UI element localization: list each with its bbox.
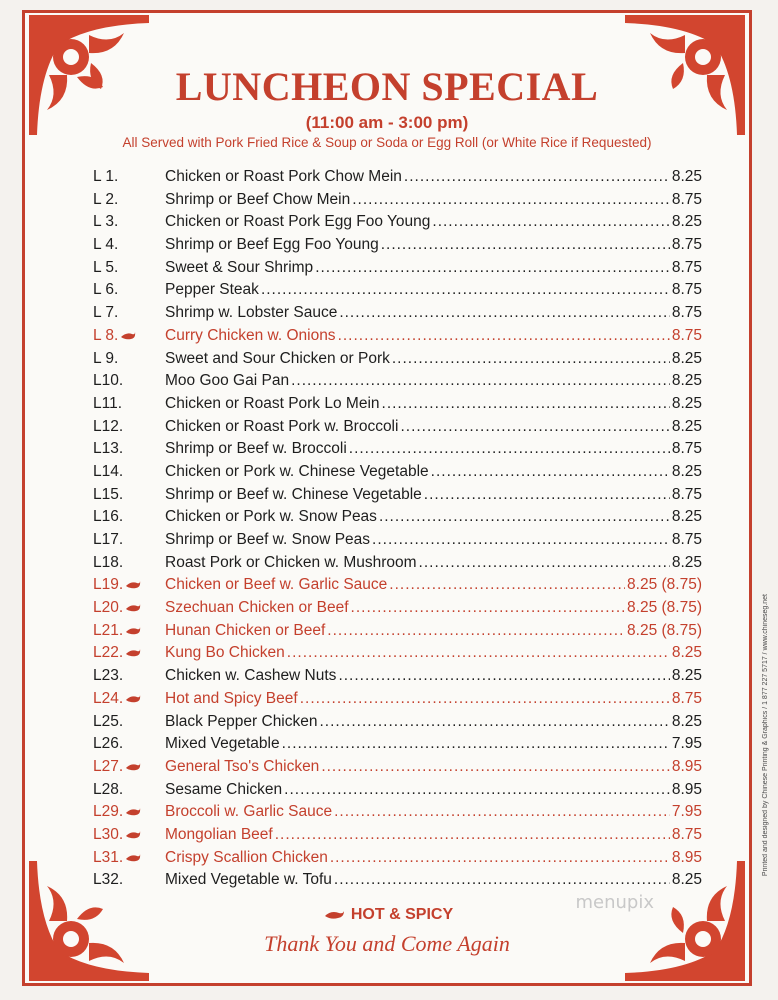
menu-page bbox=[22, 10, 752, 986]
menu-item bbox=[87, 713, 702, 736]
menu-item bbox=[87, 781, 702, 804]
menu-item bbox=[87, 735, 702, 758]
item-code bbox=[87, 327, 165, 345]
item-code bbox=[87, 350, 165, 368]
item-code bbox=[87, 781, 165, 799]
item-name: Black Pepper Chicken bbox=[165, 712, 318, 730]
item-code bbox=[87, 395, 165, 413]
menu-item bbox=[87, 213, 702, 236]
item-name: Chicken or Pork w. Chinese Vegetable bbox=[165, 462, 429, 480]
item-code bbox=[87, 508, 165, 526]
item-code bbox=[87, 191, 165, 209]
dot-leader bbox=[382, 395, 670, 413]
item-name: Pepper Steak bbox=[165, 281, 259, 299]
item-name: Moo Goo Gai Pan bbox=[165, 372, 290, 390]
menu-list bbox=[87, 168, 702, 894]
item-price: 8.75 bbox=[671, 326, 702, 344]
item-code bbox=[87, 463, 165, 481]
item-price: 8.25 (8.75) bbox=[627, 599, 702, 617]
item-price: 8.95 bbox=[671, 780, 702, 798]
item-code-text: L25. bbox=[93, 712, 124, 730]
dot-leader bbox=[320, 713, 670, 731]
chili-pepper-icon bbox=[323, 909, 345, 921]
item-name: Roast Pork or Chicken w. Mushroom bbox=[165, 553, 417, 571]
item-code bbox=[87, 304, 165, 322]
item-name: Shrimp or Beef Egg Foo Young bbox=[165, 236, 379, 254]
menu-item bbox=[87, 826, 702, 849]
item-code-text: L 3. bbox=[93, 213, 119, 231]
item-name: Chicken or Pork w. Snow Peas bbox=[165, 508, 377, 526]
chili-pepper-icon bbox=[120, 331, 136, 341]
item-price: 8.75 bbox=[671, 689, 702, 707]
item-name: Szechuan Chicken or Beef bbox=[165, 599, 349, 617]
chili-pepper-icon bbox=[125, 853, 141, 863]
menu-item bbox=[87, 191, 702, 214]
dot-leader bbox=[379, 508, 670, 526]
dot-leader bbox=[330, 849, 670, 867]
item-code bbox=[87, 418, 165, 436]
item-code bbox=[87, 690, 165, 708]
item-code bbox=[87, 259, 165, 277]
item-code-text: L 1. bbox=[93, 168, 119, 185]
serving-hours: (11:00 am - 3:00 pm) bbox=[305, 113, 469, 132]
item-code bbox=[87, 576, 165, 594]
item-price: 8.75 bbox=[671, 258, 702, 276]
dot-leader bbox=[282, 735, 670, 753]
item-code-text: L 8. bbox=[93, 326, 119, 344]
item-price: 8.25 bbox=[671, 349, 702, 367]
dot-leader bbox=[419, 554, 670, 572]
item-code-text: L15. bbox=[93, 485, 124, 503]
menu-item bbox=[87, 531, 702, 554]
item-code-text: L32. bbox=[93, 871, 124, 889]
thank-you-note: Thank You and Come Again bbox=[264, 931, 510, 956]
item-price: 8.25 bbox=[671, 394, 702, 412]
item-code-text: L 5. bbox=[93, 258, 119, 276]
menu-item bbox=[87, 622, 702, 645]
item-price: 8.25 bbox=[671, 667, 702, 685]
chili-pepper-icon bbox=[125, 694, 141, 704]
chili-pepper-icon bbox=[125, 580, 141, 590]
item-name: Mongolian Beef bbox=[165, 825, 273, 843]
item-code-text: L11. bbox=[93, 394, 123, 412]
item-price: 8.25 bbox=[671, 213, 702, 231]
item-name: Shrimp or Beef w. Chinese Vegetable bbox=[165, 485, 422, 503]
dot-leader bbox=[315, 259, 670, 277]
chili-pepper-icon bbox=[125, 807, 141, 817]
item-code-text: L24. bbox=[93, 689, 124, 707]
item-code-text: L12. bbox=[93, 417, 124, 435]
item-code bbox=[87, 849, 165, 867]
item-code bbox=[87, 531, 165, 549]
item-price: 8.25 bbox=[671, 712, 702, 730]
dot-leader bbox=[327, 622, 625, 640]
item-code bbox=[87, 440, 165, 458]
item-price: 8.25 bbox=[671, 168, 702, 185]
item-code-text: L22. bbox=[93, 644, 124, 662]
menu-item bbox=[87, 463, 702, 486]
item-code-text: L31. bbox=[93, 848, 124, 866]
item-code-text: L18. bbox=[93, 553, 124, 571]
item-name: Sweet and Sour Chicken or Pork bbox=[165, 349, 390, 367]
item-name: Hot and Spicy Beef bbox=[165, 689, 298, 707]
dot-leader bbox=[352, 191, 670, 209]
legend-label: HOT & SPICY bbox=[350, 906, 454, 923]
dot-leader bbox=[287, 644, 670, 662]
item-code bbox=[87, 554, 165, 572]
item-code-text: L27. bbox=[93, 757, 124, 775]
menu-item bbox=[87, 281, 702, 304]
menu-item bbox=[87, 871, 702, 894]
item-code bbox=[87, 803, 165, 821]
menu-item bbox=[87, 440, 702, 463]
item-code-text: L30. bbox=[93, 825, 124, 843]
menu-item bbox=[87, 758, 702, 781]
item-code bbox=[87, 713, 165, 731]
item-price: 8.25 bbox=[671, 508, 702, 526]
printer-credit-text: Printed and designed by Chinese Printing & Graphics / 1 877 227 5717 / www.chineseg.net bbox=[761, 593, 769, 877]
item-price: 8.25 bbox=[671, 644, 702, 662]
dot-leader bbox=[300, 690, 670, 708]
item-code-text: L28. bbox=[93, 780, 124, 798]
page-title: LUNCHEON SPECIAL bbox=[175, 64, 599, 109]
item-name: Sesame Chicken bbox=[165, 780, 283, 798]
item-code bbox=[87, 667, 165, 685]
dot-leader bbox=[400, 418, 669, 436]
item-name: Hunan Chicken or Beef bbox=[165, 621, 326, 639]
item-price: 8.75 bbox=[671, 236, 702, 254]
item-price: 8.25 bbox=[671, 871, 702, 889]
item-price: 8.95 bbox=[671, 757, 702, 775]
dot-leader bbox=[339, 304, 670, 322]
item-code-text: L26. bbox=[93, 735, 124, 753]
dot-leader bbox=[372, 531, 670, 549]
menu-item bbox=[87, 849, 702, 872]
menu-item bbox=[87, 508, 702, 531]
item-price: 8.75 bbox=[671, 304, 702, 322]
menu-item bbox=[87, 395, 702, 418]
item-code bbox=[87, 486, 165, 504]
item-price: 8.75 bbox=[671, 281, 702, 299]
item-price: 8.25 bbox=[671, 553, 702, 571]
dot-leader bbox=[284, 781, 670, 799]
chili-pepper-icon bbox=[125, 762, 141, 772]
dot-leader bbox=[392, 350, 670, 368]
item-code-text: L20. bbox=[93, 599, 124, 617]
item-name: Chicken or Roast Pork Egg Foo Young bbox=[165, 213, 431, 231]
menu-item bbox=[87, 803, 702, 826]
dot-leader bbox=[321, 758, 670, 776]
item-code bbox=[87, 372, 165, 390]
item-code bbox=[87, 236, 165, 254]
menu-item bbox=[87, 168, 702, 191]
item-name: Curry Chicken w. Onions bbox=[165, 326, 336, 344]
menu-item bbox=[87, 259, 702, 282]
item-price: 8.25 bbox=[671, 462, 702, 480]
item-price: 8.95 bbox=[671, 848, 702, 866]
menu-item bbox=[87, 304, 702, 327]
item-price: 8.75 bbox=[671, 190, 702, 208]
menu-item bbox=[87, 599, 702, 622]
served-with-note: All Served with Pork Fried Rice & Soup or Soda or Egg Roll (or White Rice if Requested) bbox=[122, 135, 652, 150]
item-name: General Tso's Chicken bbox=[165, 757, 320, 775]
chili-pepper-icon bbox=[125, 603, 141, 613]
item-price: 8.25 bbox=[671, 417, 702, 435]
item-price: 8.75 bbox=[671, 485, 702, 503]
item-code bbox=[87, 622, 165, 640]
dot-leader bbox=[338, 667, 669, 685]
dot-leader bbox=[381, 236, 670, 254]
chili-pepper-icon bbox=[125, 648, 141, 658]
item-code bbox=[87, 826, 165, 844]
menu-item bbox=[87, 327, 702, 350]
item-name: Shrimp or Beef Chow Mein bbox=[165, 190, 351, 208]
dot-leader bbox=[275, 826, 670, 844]
item-price: 8.25 (8.75) bbox=[627, 621, 702, 639]
menu-item bbox=[87, 486, 702, 509]
item-code-text: L21. bbox=[93, 621, 124, 639]
menu-item bbox=[87, 418, 702, 441]
item-code bbox=[87, 213, 165, 231]
chili-pepper-icon bbox=[125, 830, 141, 840]
item-code-text: L 2. bbox=[93, 190, 119, 208]
item-name: Crispy Scallion Chicken bbox=[165, 848, 328, 866]
item-code-text: L17. bbox=[93, 531, 124, 548]
item-price: 8.75 bbox=[671, 825, 702, 843]
item-name: Shrimp or Beef w. Broccoli bbox=[165, 440, 347, 458]
dot-leader bbox=[404, 168, 670, 186]
menu-item bbox=[87, 644, 702, 667]
dot-leader bbox=[424, 486, 670, 504]
dot-leader bbox=[261, 281, 670, 299]
chili-pepper-icon bbox=[125, 626, 141, 636]
dot-leader bbox=[338, 327, 670, 345]
item-price: 8.25 (8.75) bbox=[627, 576, 702, 594]
item-code-text: L 4. bbox=[93, 236, 119, 254]
item-price: 8.75 bbox=[671, 440, 702, 458]
watermark: menupix bbox=[575, 892, 654, 913]
item-name: Chicken or Roast Pork Lo Mein bbox=[165, 394, 380, 412]
dot-leader bbox=[432, 213, 669, 231]
item-code-text: L10. bbox=[93, 372, 124, 390]
item-code-text: L16. bbox=[93, 508, 124, 526]
menu-item bbox=[87, 350, 702, 373]
item-code bbox=[87, 599, 165, 617]
dot-leader bbox=[389, 576, 625, 594]
dot-leader bbox=[334, 871, 670, 889]
item-name: Kung Bo Chicken bbox=[165, 644, 285, 662]
item-name: Chicken or Roast Pork Chow Mein bbox=[165, 168, 402, 185]
item-price: 7.95 bbox=[671, 803, 702, 821]
menu-item bbox=[87, 667, 702, 690]
menu-item bbox=[87, 554, 702, 577]
dot-leader bbox=[291, 372, 670, 390]
item-code-text: L 7. bbox=[93, 304, 119, 322]
item-code-text: L29. bbox=[93, 803, 124, 821]
item-name: Mixed Vegetable w. Tofu bbox=[165, 871, 332, 889]
item-code bbox=[87, 735, 165, 753]
menu-item bbox=[87, 690, 702, 713]
item-code bbox=[87, 281, 165, 299]
item-code-text: L 9. bbox=[93, 349, 119, 367]
dot-leader bbox=[349, 440, 670, 458]
printer-credit bbox=[758, 500, 772, 970]
item-code-text: L 6. bbox=[93, 281, 119, 299]
item-code-text: L19. bbox=[93, 576, 124, 594]
item-code-text: L13. bbox=[93, 440, 124, 458]
item-name: Mixed Vegetable bbox=[165, 735, 280, 753]
item-name: Chicken or Roast Pork w. Broccoli bbox=[165, 417, 399, 435]
dot-leader bbox=[351, 599, 626, 617]
item-name: Chicken w. Cashew Nuts bbox=[165, 667, 337, 685]
menu-item bbox=[87, 372, 702, 395]
item-code bbox=[87, 871, 165, 889]
item-name: Broccoli w. Garlic Sauce bbox=[165, 803, 333, 821]
menu-item bbox=[87, 576, 702, 599]
item-price: 8.25 bbox=[671, 372, 702, 390]
item-code-text: L14. bbox=[93, 462, 124, 480]
item-code-text: L23. bbox=[93, 667, 124, 685]
item-name: Sweet & Sour Shrimp bbox=[165, 258, 314, 276]
item-price: 8.75 bbox=[671, 531, 702, 548]
item-name: Shrimp or Beef w. Snow Peas bbox=[165, 531, 371, 548]
item-code bbox=[87, 168, 165, 186]
dot-leader bbox=[431, 463, 670, 481]
menu-item bbox=[87, 236, 702, 259]
item-price: 7.95 bbox=[671, 735, 702, 753]
item-code bbox=[87, 758, 165, 776]
item-name: Chicken or Beef w. Garlic Sauce bbox=[165, 576, 388, 594]
item-name: Shrimp w. Lobster Sauce bbox=[165, 304, 338, 322]
dot-leader bbox=[334, 803, 670, 821]
item-code bbox=[87, 644, 165, 662]
